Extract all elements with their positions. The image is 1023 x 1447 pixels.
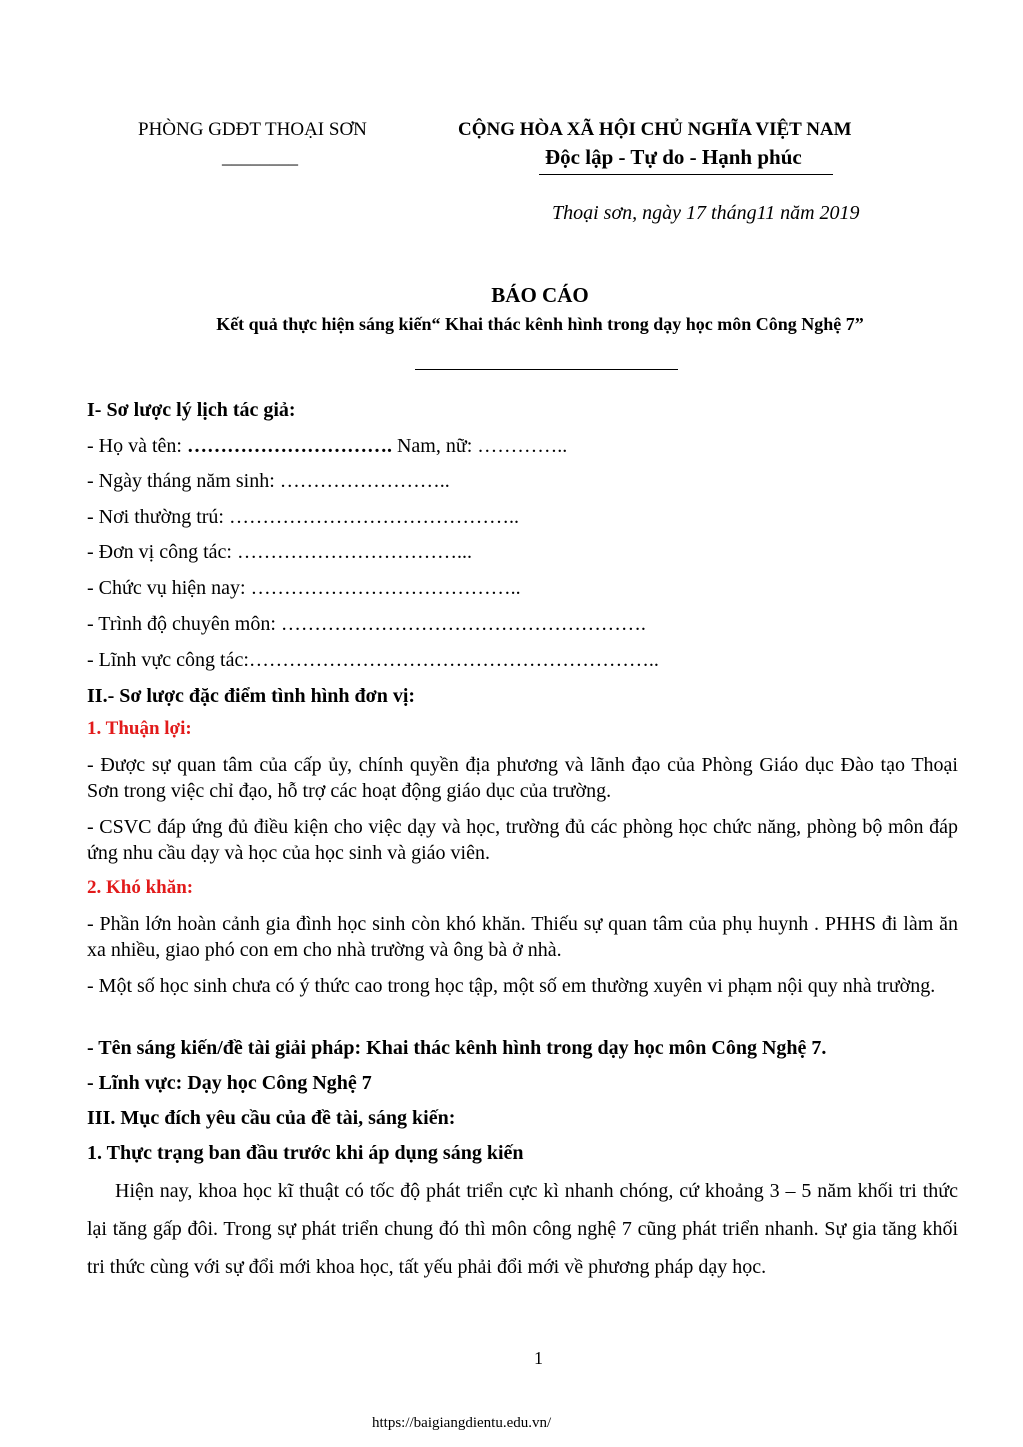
title-divider (415, 369, 678, 370)
report-date: Thoại sơn, ngày 17 tháng11 năm 2019 (552, 202, 860, 224)
gender-field: Nam, nữ: ………….. (391, 435, 568, 457)
workplace-field: - Đơn vị công tác: ……………………………... (87, 541, 472, 563)
qualification-field: - Trình độ chuyên môn: ………………………………………………. (87, 613, 646, 635)
initiative-name: - Tên sáng kiến/đề tài giải pháp: Khai thác kênh hình trong dạy học môn Công Nghệ 7. (87, 1037, 827, 1059)
report-title: BÁO CÁO (491, 283, 589, 307)
motto-underline (539, 174, 833, 175)
difficulty-paragraph: - Phần lớn hoàn cảnh gia đình học sinh còn khó khăn. Thiếu sự quan tâm của phụ huynh . PHHS đi làm ăn xa nhiều, giao phó con em cho nhà trường và ông bà ở nhà. (87, 913, 958, 961)
section-3-subheading: 1. Thực trạng ban đầu trước khi áp dụng sáng kiến (87, 1142, 524, 1164)
national-motto: Độc lập - Tự do - Hạnh phúc (545, 145, 802, 169)
report-subtitle: Kết quả thực hiện sáng kiến“ Khai thác kênh hình trong dạy học môn Công Nghệ 7” (216, 314, 864, 334)
advantage-paragraph: - Được sự quan tâm của cấp ủy, chính quyền địa phương và lãnh đạo của Phòng Giáo dục Đào tạo Thoại Sơn trong việc chỉ đạo, hỗ trợ các hoạt động giáo dục của trường. (87, 754, 958, 802)
page-number: 1 (534, 1348, 543, 1368)
residence-field: - Nơi thường trú: …………………………………….. (87, 506, 519, 528)
initiative-field: - Lĩnh vực: Dạy học Công Nghệ 7 (87, 1072, 372, 1094)
section-3-heading: III. Mục đích yêu cầu của đề tài, sáng kiến: (87, 1107, 456, 1129)
advantages-heading: 1. Thuận lợi: (87, 718, 192, 739)
difficulty-paragraph: - Một số học sinh chưa có ý thức cao trong học tập, một số em thường xuyên vi phạm nội quy nhà trường. (87, 975, 936, 997)
section-2-heading: II.- Sơ lược đặc điểm tình hình đơn vị: (87, 685, 416, 707)
country-name: CỘNG HÒA XÃ HỘI CHỦ NGHĨA VIỆT NAM (458, 119, 852, 140)
section-3-body: Hiện nay, khoa học kĩ thuật có tốc độ phát triển cực kì nhanh chóng, cứ khoảng 3 – 5 năm khối tri thức lại tăng gấp đôi. Trong sự phát triển chung đó thì môn công nghệ 7 cũng phát triển nhanh. Sự gia tăng khối tri thức cùng với sự đổi mới khoa học, tất yếu phải đổi mới về phương pháp dạy học. (87, 1180, 958, 1278)
position-field: - Chức vụ hiện nay: ………………………………….. (87, 577, 521, 599)
name-dots: …………………………. (186, 435, 392, 457)
name-label: - Họ và tên: (87, 435, 187, 457)
section-1-heading: I- Sơ lược lý lịch tác giả: (87, 399, 296, 421)
work-field: - Lĩnh vực công tác:…………………………………………………….. (87, 649, 659, 671)
agency-underline: ________ (222, 147, 298, 168)
advantage-paragraph: - CSVC đáp ứng đủ điều kiện cho việc dạy và học, trường đủ các phòng học chức năng, phòng bộ môn đáp ứng nhu cầu dạy và học của học sinh và giáo viên. (87, 816, 958, 864)
name-field (87, 434, 567, 458)
birth-date-field: - Ngày tháng năm sinh: …………………….. (87, 470, 450, 492)
agency-name: PHÒNG GDĐT THOẠI SƠN (138, 119, 367, 140)
difficulties-heading: 2. Khó khăn: (87, 877, 194, 898)
footer-url[interactable]: https://baigiangdientu.edu.vn/ (372, 1415, 552, 1431)
